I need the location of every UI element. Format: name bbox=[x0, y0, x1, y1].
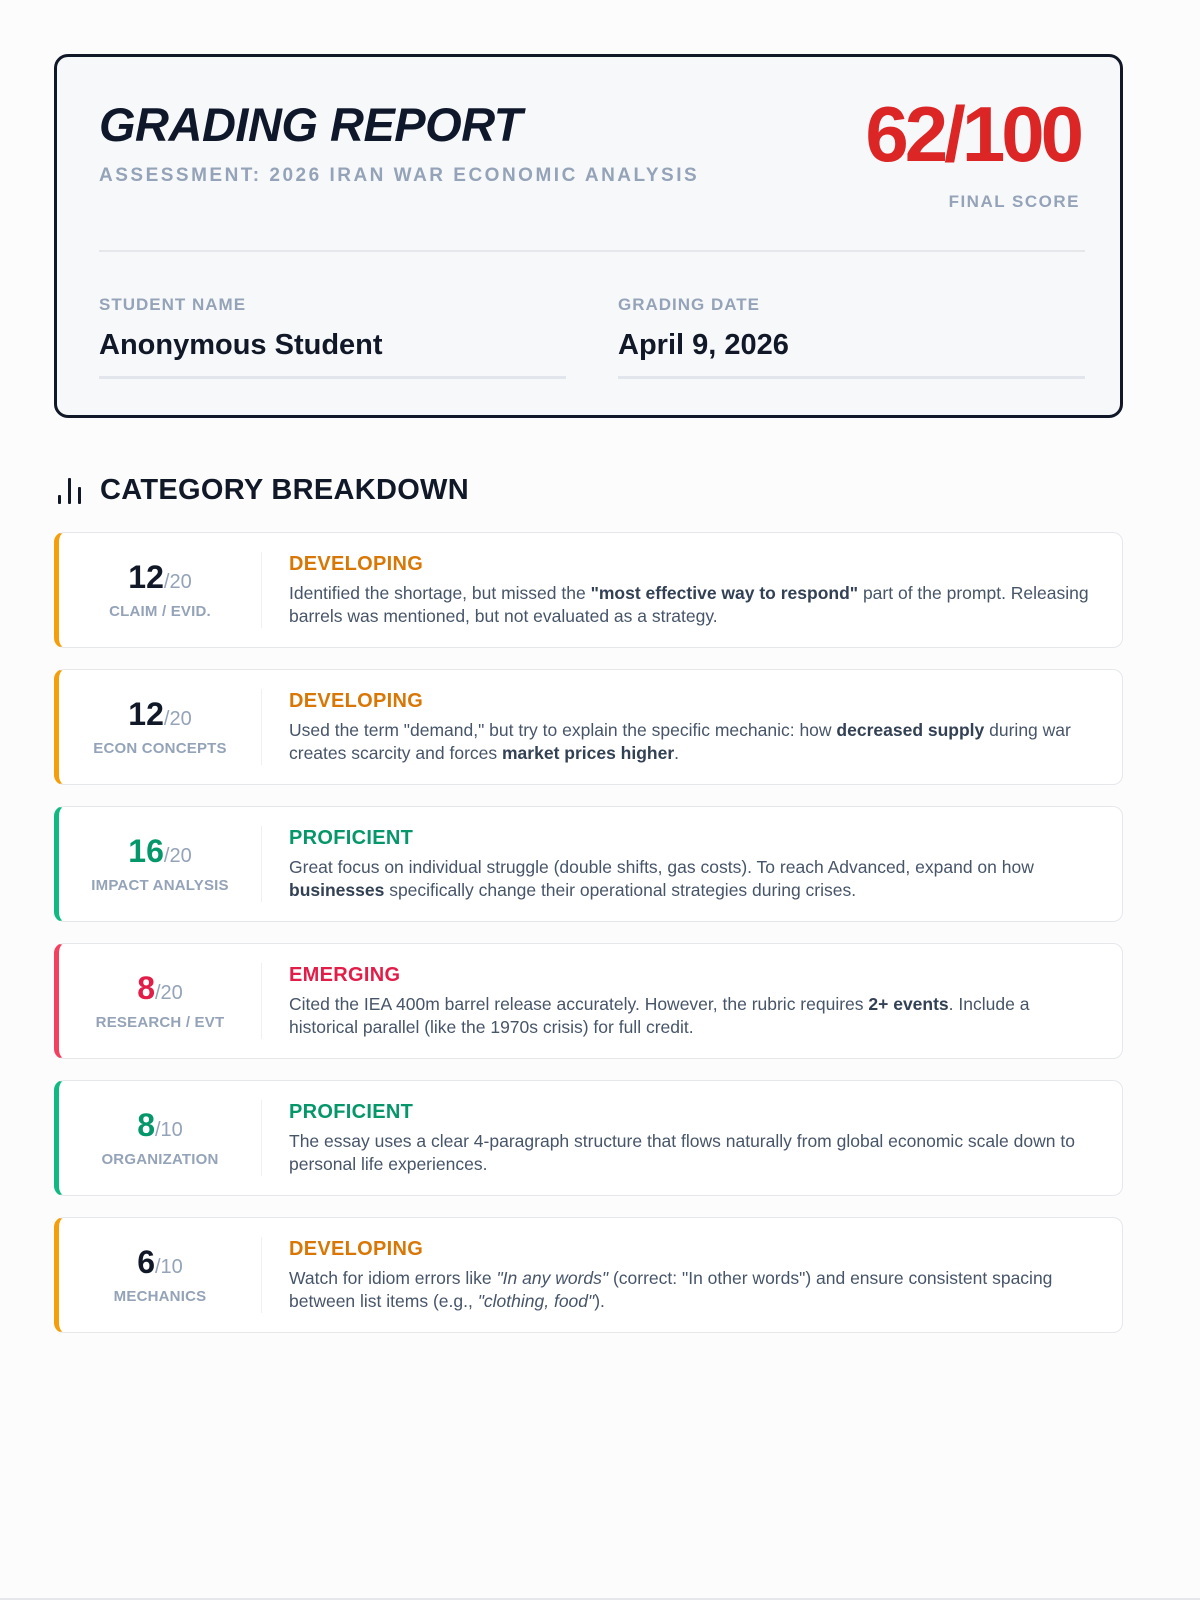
feedback-segment: during war creates scarcity and forces bbox=[289, 719, 1071, 763]
feedback-segment: Used the term "demand," but try to explain the specific mechanic: how bbox=[289, 719, 837, 740]
feedback-segment: businesses bbox=[289, 879, 385, 900]
section-title: CATEGORY BREAKDOWN bbox=[100, 474, 469, 506]
feedback-segment: decreased supply bbox=[836, 719, 985, 740]
category-score-box bbox=[59, 963, 262, 1039]
feedback-segment: ). bbox=[594, 1290, 605, 1311]
feedback-segment: The essay uses a clear 4-paragraph structure that flows naturally from global economic scale down to personal life experiences. bbox=[289, 1130, 1075, 1174]
category-level: DEVELOPING bbox=[289, 1237, 424, 1260]
feedback-segment: . Include a historical parallel (like the 1970s crisis) for full credit. bbox=[289, 993, 1030, 1037]
category-max-points: /20 bbox=[163, 844, 192, 867]
category-points: 8 bbox=[137, 1106, 155, 1143]
feedback-segment: Cited the IEA 400m barrel release accurately. However, the rubric requires bbox=[289, 993, 869, 1014]
category-list bbox=[54, 532, 1123, 1354]
grading-date-label: GRADING DATE bbox=[618, 295, 761, 314]
category-name: MECHANICS bbox=[113, 1287, 207, 1305]
category-body bbox=[262, 553, 1122, 628]
feedback-segment: specifically change their operational strategies during crises. bbox=[384, 879, 857, 900]
grading-date-field bbox=[618, 295, 1085, 379]
category-level: PROFICIENT bbox=[289, 826, 414, 849]
final-score-label: FINAL SCORE bbox=[948, 192, 1080, 211]
category-card bbox=[54, 943, 1123, 1059]
feedback-segment: (correct: "In other words") and ensure consistent spacing between list items (e.g., bbox=[289, 1267, 1053, 1311]
category-feedback bbox=[289, 1267, 1100, 1313]
final-score: 62/100 bbox=[865, 90, 1080, 178]
student-name-label: STUDENT NAME bbox=[99, 295, 247, 314]
category-score-box bbox=[59, 552, 262, 628]
student-name-value: Anonymous Student bbox=[99, 329, 566, 379]
feedback-segment: Great focus on individual struggle (double shifts, gas costs). To reach Advanced, expand on how bbox=[289, 856, 1034, 877]
category-card bbox=[54, 532, 1123, 648]
category-points: 8 bbox=[137, 969, 155, 1006]
feedback-segment: "most effective way to respond" bbox=[590, 582, 859, 603]
feedback-segment: . bbox=[674, 742, 680, 763]
category-feedback bbox=[289, 582, 1100, 628]
feedback-segment: "In any words" bbox=[496, 1267, 609, 1288]
category-max-points: /10 bbox=[154, 1255, 183, 1278]
category-card bbox=[54, 1080, 1123, 1196]
category-feedback bbox=[289, 1130, 1100, 1176]
category-score bbox=[128, 695, 192, 732]
feedback-segment: "clothing, food" bbox=[477, 1290, 595, 1311]
category-level: PROFICIENT bbox=[289, 1100, 414, 1123]
category-max-points: /20 bbox=[163, 707, 192, 730]
category-points: 12 bbox=[128, 558, 164, 595]
category-card bbox=[54, 806, 1123, 922]
category-name: ECON CONCEPTS bbox=[93, 739, 227, 757]
report-title: GRADING REPORT bbox=[99, 98, 522, 151]
category-max-points: /20 bbox=[163, 570, 192, 593]
category-level: EMERGING bbox=[289, 963, 401, 986]
category-body bbox=[262, 964, 1122, 1039]
category-score bbox=[137, 1106, 183, 1143]
category-name: CLAIM / EVID. bbox=[109, 602, 211, 620]
category-level: DEVELOPING bbox=[289, 552, 424, 575]
category-body bbox=[262, 1101, 1122, 1176]
category-max-points: /20 bbox=[154, 981, 183, 1004]
category-points: 6 bbox=[137, 1243, 155, 1280]
category-body bbox=[262, 690, 1122, 765]
assessment-subtitle: ASSESSMENT: 2026 IRAN WAR ECONOMIC ANALYSIS bbox=[99, 165, 700, 186]
category-body bbox=[262, 1238, 1122, 1313]
category-score bbox=[128, 832, 192, 869]
category-score-box bbox=[59, 689, 262, 765]
category-score bbox=[137, 969, 183, 1006]
header-divider bbox=[99, 250, 1085, 252]
category-name: ORGANIZATION bbox=[101, 1150, 219, 1168]
report-header-card bbox=[54, 54, 1123, 418]
category-max-points: /10 bbox=[154, 1118, 183, 1141]
feedback-segment: part of the prompt. Releasing barrels was mentioned, but not evaluated as a strategy. bbox=[289, 582, 1089, 626]
category-points: 16 bbox=[128, 832, 164, 869]
feedback-segment: Watch for idiom errors like bbox=[289, 1267, 497, 1288]
category-score bbox=[137, 1243, 183, 1280]
category-card bbox=[54, 669, 1123, 785]
category-name: IMPACT ANALYSIS bbox=[91, 876, 229, 894]
grading-date-value: April 9, 2026 bbox=[618, 329, 1085, 379]
category-score-box bbox=[59, 826, 262, 902]
category-feedback bbox=[289, 993, 1100, 1039]
category-score-box bbox=[59, 1237, 262, 1313]
category-breakdown-header bbox=[56, 474, 469, 507]
category-level: DEVELOPING bbox=[289, 689, 424, 712]
category-score bbox=[128, 558, 192, 595]
feedback-segment: Identified the shortage, but missed the bbox=[289, 582, 591, 603]
category-feedback bbox=[289, 719, 1100, 765]
category-feedback bbox=[289, 856, 1100, 902]
feedback-segment: 2+ events bbox=[868, 993, 949, 1014]
category-name: RESEARCH / EVT bbox=[95, 1013, 225, 1031]
bar-chart-icon bbox=[56, 478, 84, 504]
category-points: 12 bbox=[128, 695, 164, 732]
feedback-segment: market prices higher bbox=[502, 742, 675, 763]
category-body bbox=[262, 827, 1122, 902]
category-score-box bbox=[59, 1100, 262, 1176]
student-name-field bbox=[99, 295, 566, 379]
category-card bbox=[54, 1217, 1123, 1333]
